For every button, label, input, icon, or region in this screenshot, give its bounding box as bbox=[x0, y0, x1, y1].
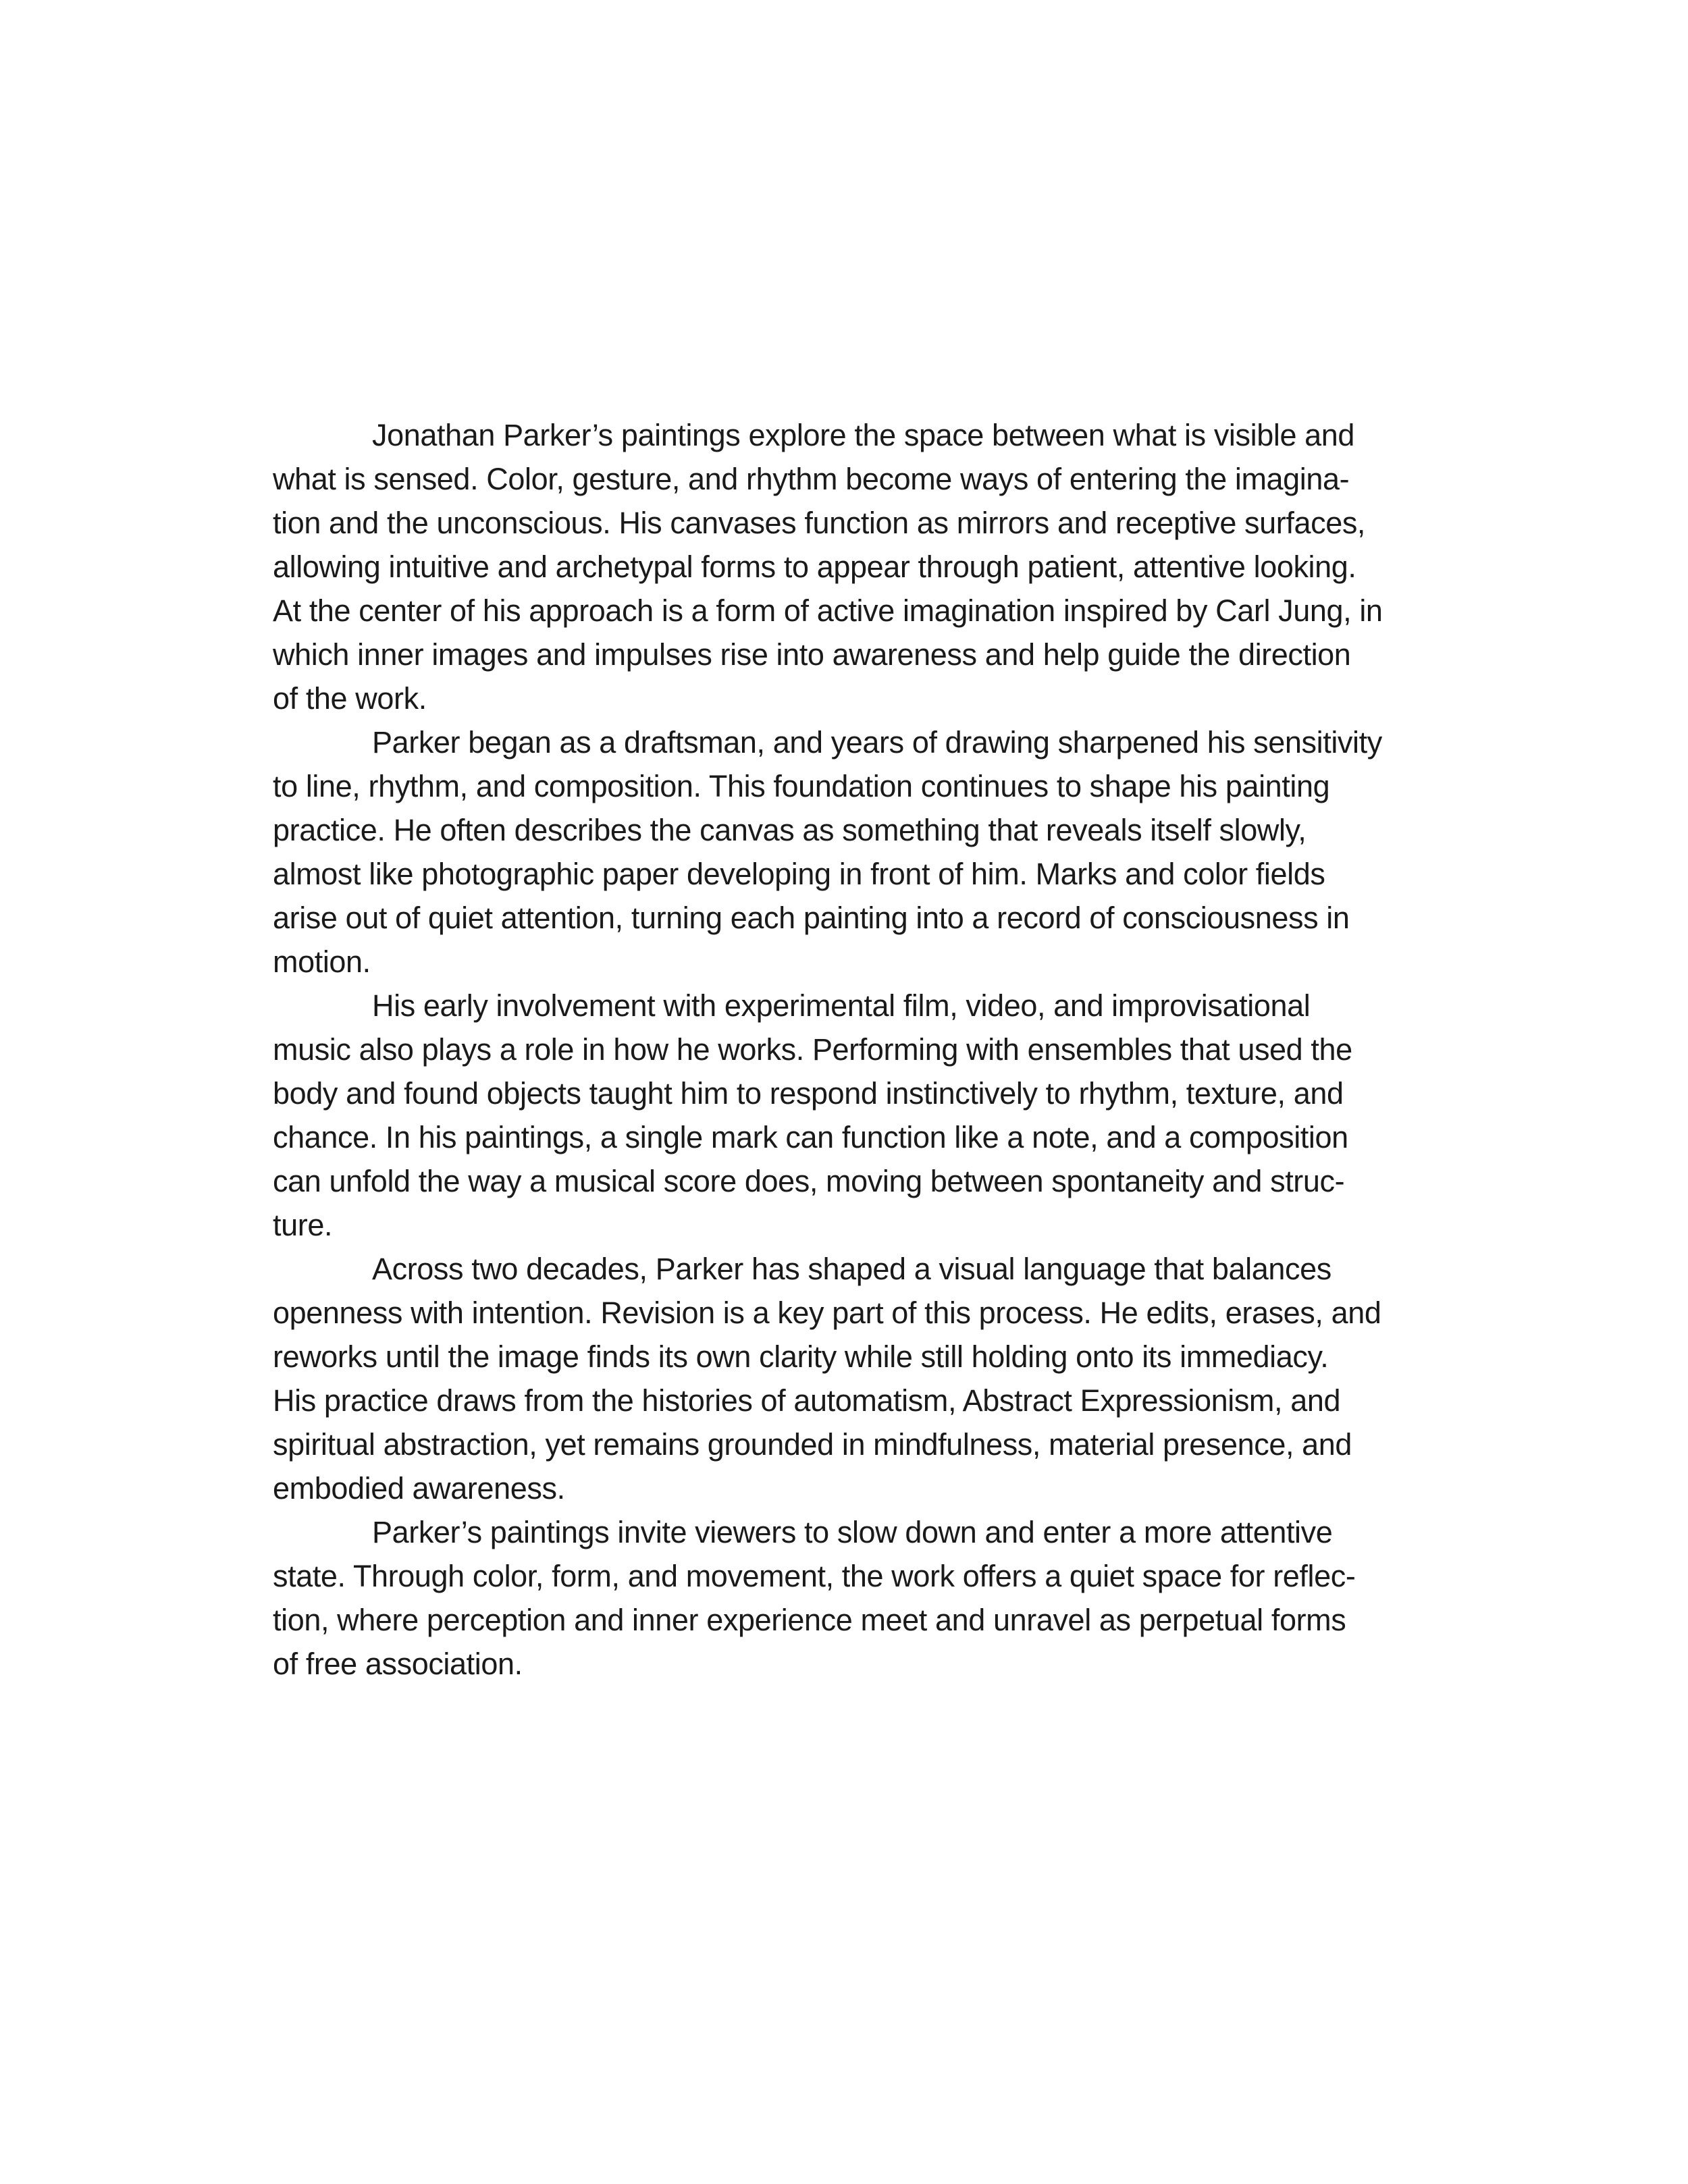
paragraph-2 bbox=[273, 720, 1421, 984]
text-line: allowing intuitive and archetypal forms to appear through patient, attentive looking. bbox=[273, 550, 1356, 584]
text-line: arise out of quiet attention, turning each painting into a record of consciousness in bbox=[273, 901, 1350, 935]
text-line: of the work. bbox=[273, 681, 427, 716]
text-line: At the center of his approach is a form of active imagination inspired by Carl Jung, in bbox=[273, 593, 1383, 628]
text-line: embodied awareness. bbox=[273, 1471, 565, 1506]
text-line: can unfold the way a musical score does, moving between spontaneity and struc- bbox=[273, 1164, 1345, 1198]
text-line: Jonathan Parker’s paintings explore the space between what is visible and bbox=[372, 418, 1355, 452]
text-line: reworks until the image finds its own clarity while still holding onto its immediacy. bbox=[273, 1339, 1329, 1374]
text-line: body and found objects taught him to respond instinctively to rhythm, texture, and bbox=[273, 1076, 1344, 1111]
text-line: Across two decades, Parker has shaped a visual language that balances bbox=[372, 1252, 1331, 1286]
text-line: tion and the unconscious. His canvases function as mirrors and receptive surfaces, bbox=[273, 506, 1366, 540]
paragraph-3 bbox=[273, 984, 1421, 1247]
text-line: music also plays a role in how he works. Performing with ensembles that used the bbox=[273, 1032, 1352, 1067]
text-line: ture. bbox=[273, 1208, 333, 1242]
paragraph-5 bbox=[273, 1510, 1421, 1686]
paragraph-4 bbox=[273, 1247, 1421, 1510]
text-line: tion, where perception and inner experience meet and unravel as perpetual forms bbox=[273, 1603, 1346, 1637]
text-line: of free association. bbox=[273, 1647, 523, 1681]
paragraph-1 bbox=[273, 413, 1421, 720]
text-line: which inner images and impulses rise into awareness and help guide the direction bbox=[273, 637, 1351, 672]
text-line: motion. bbox=[273, 944, 371, 979]
text-line: His early involvement with experimental film, video, and improvisational bbox=[372, 988, 1311, 1023]
text-line: Parker began as a draftsman, and years of drawing sharpened his sensitivity bbox=[372, 725, 1382, 760]
artist-statement bbox=[273, 413, 1421, 1686]
text-line: practice. He often describes the canvas as something that reveals itself slowly, bbox=[273, 813, 1307, 847]
text-line: Parker’s paintings invite viewers to slow down and enter a more attentive bbox=[372, 1515, 1333, 1549]
text-line: His practice draws from the histories of automatism, Abstract Expressionism, and bbox=[273, 1383, 1341, 1418]
text-line: what is sensed. Color, gesture, and rhythm become ways of entering the imagina- bbox=[273, 462, 1350, 496]
text-line: spiritual abstraction, yet remains grounded in mindfulness, material presence, and bbox=[273, 1427, 1352, 1462]
text-line: to line, rhythm, and composition. This foundation continues to shape his painting bbox=[273, 769, 1330, 803]
text-line: almost like photographic paper developing in front of him. Marks and color fields bbox=[273, 857, 1325, 891]
text-line: openness with intention. Revision is a key part of this process. He edits, erases, and bbox=[273, 1296, 1381, 1330]
text-line: chance. In his paintings, a single mark can function like a note, and a composition bbox=[273, 1120, 1348, 1154]
text-line: state. Through color, form, and movement, the work offers a quiet space for reflec- bbox=[273, 1559, 1356, 1593]
